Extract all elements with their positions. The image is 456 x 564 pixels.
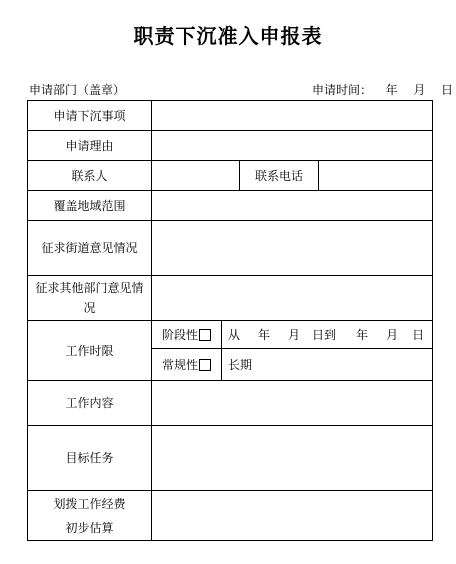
budget-label-line-2: 初步估算 [65,520,114,535]
form-title: 职责下沉准入申报表 [133,24,323,48]
reason-label: 申请理由 [65,138,114,153]
phase-label: 阶段性 [161,327,198,342]
target-label: 目标任务 [65,451,114,465]
budget-field[interactable] [152,491,432,540]
phase-from-month: 月 [288,327,301,342]
apply-time [312,81,453,98]
phone-field[interactable] [319,161,432,190]
apply-time-day: 日 [441,83,454,97]
phase-date-range [228,321,432,348]
budget-label [28,491,151,540]
phase-to-day: 日 [412,327,425,342]
long-term-label: 长期 [228,357,253,372]
contact-field[interactable] [152,161,239,190]
apply-time-year: 年 [385,83,398,97]
declaration-form-table [27,100,433,541]
contact-label: 联系人 [71,168,108,183]
item-label: 申请下沉事项 [53,108,126,123]
area-field[interactable] [152,191,432,220]
period-label: 工作时限 [65,343,114,358]
content-label: 工作内容 [65,396,114,410]
apply-time-month: 月 [413,83,426,97]
street-opinion-field[interactable] [152,221,432,275]
phase-to-year: 年 [356,327,369,342]
regular-checkbox[interactable] [199,359,211,371]
regular-option[interactable] [152,349,221,380]
target-field[interactable] [152,426,432,490]
content-field[interactable] [152,381,432,425]
apply-time-label: 申请时间： [312,83,373,97]
applicant-dept-label: 申请部门（盖章） [29,83,126,97]
budget-label-line-1: 划拨工作经费 [53,496,126,511]
phone-label: 联系电话 [254,168,303,183]
item-field[interactable] [152,101,432,130]
phase-from-year: 年 [258,327,271,342]
phase-to-month: 月 [386,327,399,342]
other-opinion-field[interactable] [152,276,432,320]
reason-field[interactable] [152,131,432,160]
phase-from-label: 从 [228,327,241,342]
phase-to-label: 日到 [312,327,337,342]
area-label: 覆盖地域范围 [53,198,126,213]
other-opinion-label: 征求其他部门意见情况 [35,281,144,315]
regular-label: 常规性 [161,357,198,372]
street-opinion-label: 征求街道意见情况 [41,241,138,255]
column-divider [221,320,222,380]
phase-checkbox[interactable] [199,329,211,341]
phase-option[interactable] [152,321,221,348]
